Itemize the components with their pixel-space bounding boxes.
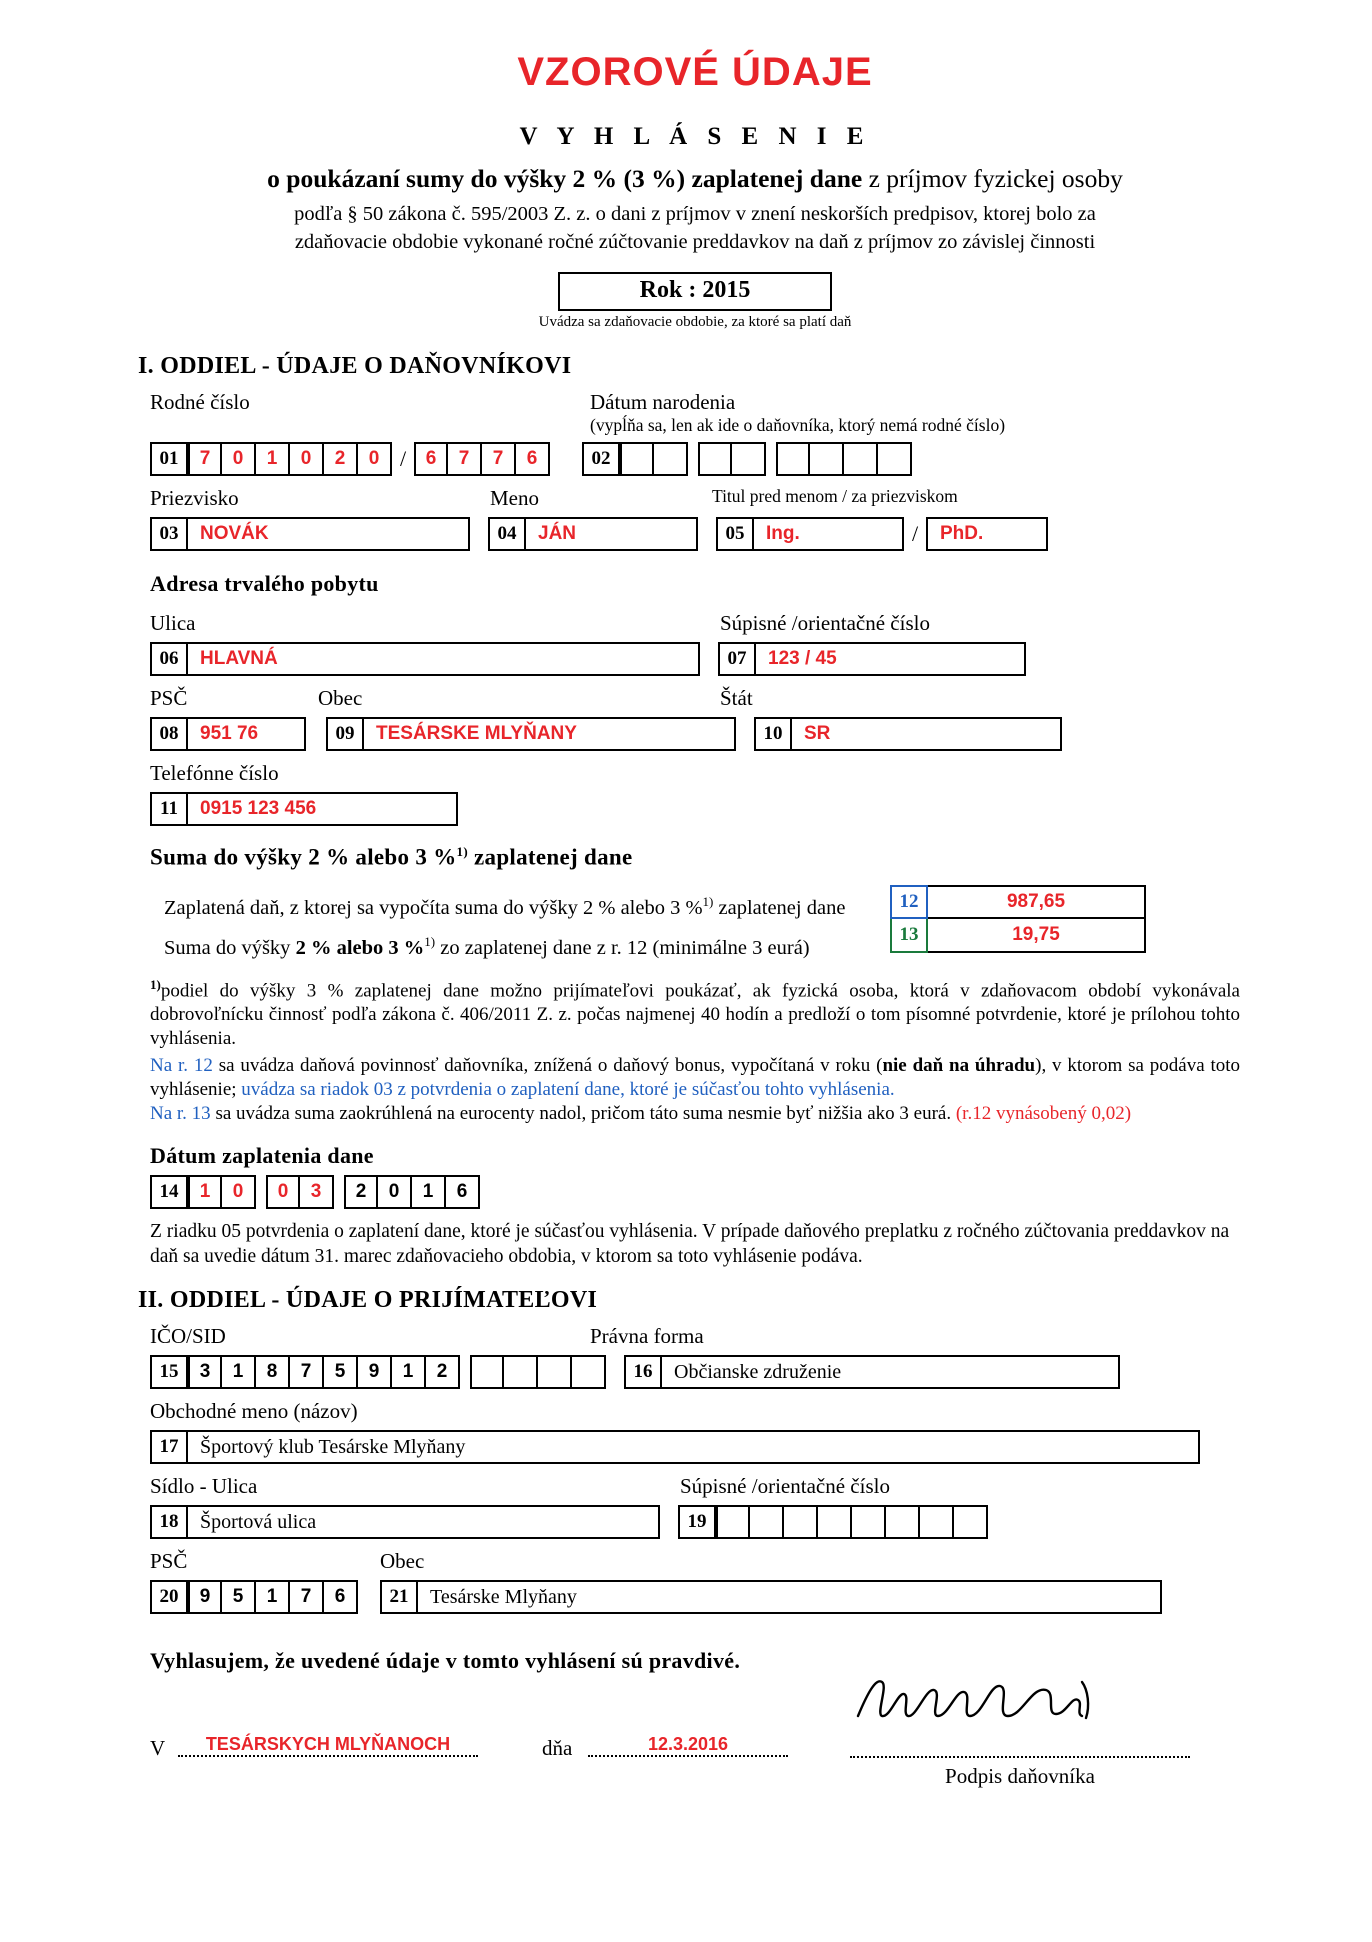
datum-zaplatenia-title: Dátum zaplatenia dane <box>150 1142 374 1168</box>
field-number-02: 02 <box>582 442 620 476</box>
rodne-cislo-row-labels <box>150 390 1240 415</box>
suma-title-a: Suma do výšky <box>150 844 309 870</box>
sidlo-labels-row <box>150 1474 1240 1499</box>
datum-zaplatenia-month-digit[interactable]: 0 <box>266 1175 300 1209</box>
section-2-title: II. ODDIEL - ÚDAJE O PRIJÍMATEĽOVI <box>138 1287 598 1314</box>
sidlo-ulica-value[interactable]: Športová ulica <box>188 1505 660 1539</box>
psc2-row <box>150 1580 1240 1614</box>
line-13-bold: 2 % alebo 3 % <box>295 936 425 959</box>
supisne-2-field[interactable] <box>678 1505 988 1539</box>
field-number-01: 01 <box>150 442 188 476</box>
meno-field[interactable] <box>488 517 698 551</box>
datum-narodenia-label: Dátum narodenia <box>590 390 736 415</box>
telefon-value[interactable]: 0915 123 456 <box>188 792 458 826</box>
datum-narodenia-digit[interactable] <box>698 442 732 476</box>
field-number-18: 18 <box>150 1505 188 1539</box>
rodne-cislo-digit[interactable]: 0 <box>222 442 256 476</box>
legal-line-1: podľa § 50 zákona č. 595/2003 Z. z. o dani z príjmov v znení neskorších predpisov, ktorej bolo za <box>294 202 1096 225</box>
titul-slash: / <box>911 521 919 547</box>
street-row <box>150 642 1240 676</box>
psc-2-digit[interactable]: 5 <box>222 1580 256 1614</box>
titul-za-priezviskom-value[interactable]: PhD. <box>926 517 1048 551</box>
form-subtitle-bold: o poukázaní sumy do výšky 2 % (3 %) zaplatenej dane <box>267 164 863 193</box>
field-number-19: 19 <box>678 1505 716 1539</box>
footnote-1 <box>150 977 1240 1052</box>
footnote-3 <box>150 1102 1240 1126</box>
priezvisko-value[interactable]: NOVÁK <box>188 517 470 551</box>
footnote-2-bold: nie daň na úhradu <box>882 1054 1036 1076</box>
signature-icon <box>850 1670 1110 1730</box>
footnote-1-text: podiel do výšky 3 % zaplatenej dane možno prijímateľovi poukázať, ak fyzická osoba, ktorá v zdaňovacom období vykonávala dobrovoľnícku činnosť podľa zákona č. 406/2011 Z. z. počas najmenej 40 hodín a predloží o tom písomné potvrdenie, ktoré je prílohou tohto vyhlásenia. <box>150 979 1240 1050</box>
ulica-value[interactable]: HLAVNÁ <box>188 642 700 676</box>
supisne-2-digit[interactable] <box>716 1505 750 1539</box>
obec-2-value[interactable]: Tesárske Mlyňany <box>418 1580 1162 1614</box>
datum-narodenia-digit[interactable] <box>810 442 844 476</box>
ico-label: IČO/SID <box>150 1324 226 1349</box>
rodne-cislo-digit[interactable]: 6 <box>414 442 448 476</box>
ico-field[interactable] <box>150 1355 606 1389</box>
ico-digit[interactable]: 1 <box>392 1355 426 1389</box>
field-number-08: 08 <box>150 717 188 751</box>
suma-rows <box>150 885 1240 965</box>
place-label: V <box>150 1736 166 1761</box>
line-12-text-b: zaplatenej dane <box>713 896 846 919</box>
obchodne-meno-value[interactable]: Športový klub Tesárske Mlyňany <box>188 1430 1200 1464</box>
signature-block <box>150 1684 1240 1794</box>
date-label: dňa <box>542 1736 573 1761</box>
rodne-cislo-digit[interactable]: 7 <box>188 442 222 476</box>
ico-row <box>150 1355 1240 1389</box>
line-12-text-a: Zaplatená daň, z ktorej sa vypočíta suma do výšky 2 % alebo 3 % <box>164 896 703 919</box>
rodne-cislo-field[interactable] <box>150 442 550 476</box>
stat-label: Štát <box>720 686 753 711</box>
rodne-cislo-digit[interactable]: 6 <box>516 442 550 476</box>
field-number-05: 05 <box>716 517 754 551</box>
line-13-text <box>164 925 890 965</box>
field-number-06: 06 <box>150 642 188 676</box>
ico-digit[interactable]: 9 <box>358 1355 392 1389</box>
field-number-11: 11 <box>150 792 188 826</box>
ico-digit[interactable] <box>504 1355 538 1389</box>
ico-labels-row <box>150 1324 1240 1349</box>
line-12-text <box>164 885 890 925</box>
ico-digit[interactable] <box>470 1355 504 1389</box>
rodne-cislo-digit[interactable]: 7 <box>482 442 516 476</box>
obec-value[interactable]: TESÁRSKE MLYŇANY <box>364 717 736 751</box>
stat-value[interactable]: SR <box>792 717 1062 751</box>
ulica-field[interactable] <box>150 642 700 676</box>
psc2-labels-row <box>150 1549 1240 1574</box>
supisne-2-digit[interactable] <box>886 1505 920 1539</box>
obec-2-field[interactable] <box>380 1580 1162 1614</box>
stat-field[interactable] <box>754 717 1062 751</box>
supisne-label: Súpisné /orientačné číslo <box>720 611 930 636</box>
date-value-wrap[interactable] <box>588 1734 788 1757</box>
suma-title-b: 2 % alebo 3 % <box>308 844 457 870</box>
datum-zaplatenia-year-digit[interactable]: 6 <box>446 1175 480 1209</box>
datum-narodenia-note-row <box>150 415 1240 436</box>
footnote-2-ref: Na r. 12 <box>150 1054 213 1076</box>
footnote-3-red: (r.12 vynásobený 0,02) <box>955 1103 1132 1125</box>
field-number-13: 13 <box>890 919 928 953</box>
field-number-14: 14 <box>150 1175 188 1209</box>
footnote-3-ref: Na r. 13 <box>150 1103 211 1125</box>
field-number-16: 16 <box>624 1355 662 1389</box>
footnote-3-text: sa uvádza suma zaokrúhlená na eurocenty nadol, pričom táto suma nesmie byť nižšia ako 3 eurá. <box>210 1103 956 1125</box>
ulica-label: Ulica <box>150 611 196 636</box>
suma-title <box>150 844 1240 871</box>
rodne-cislo-digit[interactable]: 1 <box>256 442 290 476</box>
datum-narodenia-digit[interactable] <box>878 442 912 476</box>
psc-2-label: PSČ <box>150 1549 188 1574</box>
rodne-cislo-slash: / <box>399 446 407 472</box>
footnote-marker: 1) <box>150 976 161 992</box>
psc-2-digit[interactable]: 9 <box>188 1580 222 1614</box>
psc-2-digit[interactable]: 6 <box>324 1580 358 1614</box>
telefon-label: Telefónne číslo <box>150 761 279 786</box>
sidlo-ulica-field[interactable] <box>150 1505 660 1539</box>
signature-line[interactable] <box>850 1734 1190 1758</box>
r13-value[interactable]: 19,75 <box>928 919 1146 953</box>
datum-zaplatenia-day-digit[interactable]: 1 <box>188 1175 222 1209</box>
sidlo-ulica-label: Sídlo - Ulica <box>150 1474 258 1499</box>
declaration-text: Vyhlasujem, že uvedené údaje v tomto vyhlásení sú pravdivé. <box>150 1648 741 1674</box>
obec-2-label: Obec <box>380 1549 425 1574</box>
psc-2-digit[interactable]: 7 <box>290 1580 324 1614</box>
supisne-2-digit[interactable] <box>750 1505 784 1539</box>
place-value-wrap[interactable] <box>178 1734 478 1757</box>
psc-row <box>150 717 1240 751</box>
suma-title-c: zaplatenej dane <box>467 844 633 870</box>
suma-values <box>890 885 1146 953</box>
pravna-forma-field[interactable] <box>624 1355 1120 1389</box>
psc-2-digit[interactable]: 1 <box>256 1580 290 1614</box>
date-value: 12.3.2016 <box>647 1734 729 1755</box>
pravna-forma-label: Právna forma <box>590 1324 704 1349</box>
legal-reference <box>150 201 1240 256</box>
sidlo-row <box>150 1505 1240 1539</box>
datum-zaplatenia-year-digit[interactable]: 2 <box>344 1175 378 1209</box>
line-13-sup: 1) <box>424 933 436 949</box>
obec-label: Obec <box>318 686 363 711</box>
psc-labels-row <box>150 686 1240 711</box>
priezvisko-field[interactable] <box>150 517 470 551</box>
footnote-2-text-a: sa uvádza daňová povinnosť daňovníka, znížená o daňový bonus, vypočítaná v roku ( <box>212 1054 883 1076</box>
watermark-sample-data: VZOROVÉ ÚDAJE <box>517 50 873 94</box>
tax-year-caption: Uvádza sa zdaňovacie obdobie, za ktoré sa platí daň <box>538 314 852 331</box>
name-labels-row <box>150 486 1240 511</box>
ico-digit[interactable]: 5 <box>324 1355 358 1389</box>
ico-digit[interactable]: 2 <box>426 1355 460 1389</box>
datum-narodenia-field[interactable] <box>582 442 912 476</box>
field-number-20: 20 <box>150 1580 188 1614</box>
field-number-09: 09 <box>326 717 364 751</box>
supisne-2-digit[interactable] <box>784 1505 818 1539</box>
datum-zaplatenia-year-digit[interactable]: 0 <box>378 1175 412 1209</box>
datum-narodenia-digit[interactable] <box>732 442 766 476</box>
telefon-field[interactable] <box>150 792 1240 826</box>
ico-digit[interactable] <box>538 1355 572 1389</box>
titul-field[interactable] <box>716 517 1048 551</box>
rodne-cislo-label: Rodné číslo <box>150 390 250 415</box>
footnote-2-text-b: ), v ktorom sa podáva toto vyhlásenie; <box>150 1054 1241 1101</box>
r13-field[interactable] <box>890 919 1146 953</box>
ico-digit[interactable]: 7 <box>290 1355 324 1389</box>
street-labels-row <box>150 611 1240 636</box>
datum-zaplatenia-field[interactable] <box>150 1175 1240 1209</box>
ico-digit[interactable] <box>572 1355 606 1389</box>
meno-value[interactable]: JÁN <box>526 517 698 551</box>
datum-zaplatenia-note: Z riadku 05 potvrdenia o zaplatení dane, ktoré je súčasťou vyhlásenia. V prípade daňového preplatku z ročného zúčtovania preddavkov na daň sa uvedie dátum 31. marec zdaňovacieho obdobia, v ktorom sa toto vyhlásenie podáva. <box>150 1220 1230 1268</box>
supisne-2-digit[interactable] <box>954 1505 988 1539</box>
ico-digit[interactable]: 3 <box>188 1355 222 1389</box>
footnote-2-blue-b: uvádza sa riadok 03 z potvrdenia o zaplatení dane, ktoré je súčasťou tohto vyhlásenia. <box>241 1079 895 1101</box>
suma-title-sup: 1) <box>456 844 468 860</box>
rodne-cislo-digit[interactable]: 0 <box>290 442 324 476</box>
r12-value[interactable]: 987,65 <box>928 885 1146 919</box>
datum-narodenia-digit[interactable] <box>620 442 654 476</box>
obec-field[interactable] <box>326 717 736 751</box>
supisne-2-digit[interactable] <box>920 1505 954 1539</box>
datum-narodenia-note: (vypĺňa sa, len ak ide o daňovníka, ktorý nemá rodné číslo) <box>590 415 1006 436</box>
footnotes <box>150 977 1240 1127</box>
field-number-21: 21 <box>380 1580 418 1614</box>
form-subtitle <box>150 163 1240 195</box>
rodne-cislo-digit[interactable]: 7 <box>448 442 482 476</box>
meno-label: Meno <box>490 486 539 511</box>
titul-label: Titul pred menom / za priezviskom <box>712 486 958 507</box>
field-number-12: 12 <box>890 885 928 919</box>
footnote-2 <box>150 1054 1240 1103</box>
supisne-2-label: Súpisné /orientačné číslo <box>680 1474 890 1499</box>
field-number-07: 07 <box>718 642 756 676</box>
priezvisko-label: Priezvisko <box>150 486 239 511</box>
ico-digit[interactable]: 1 <box>222 1355 256 1389</box>
obchodne-meno-label: Obchodné meno (názov) <box>150 1399 358 1424</box>
psc-value[interactable]: 951 76 <box>188 717 306 751</box>
psc-field[interactable] <box>150 717 306 751</box>
rodne-cislo-digit[interactable]: 0 <box>358 442 392 476</box>
form-subtitle-rest: z príjmov fyzickej osoby <box>862 164 1123 193</box>
r12-field[interactable] <box>890 885 1146 919</box>
signature-caption: Podpis daňovníka <box>945 1764 1095 1789</box>
supisne-value[interactable]: 123 / 45 <box>756 642 1026 676</box>
ico-digit[interactable]: 8 <box>256 1355 290 1389</box>
supisne-field[interactable] <box>718 642 1026 676</box>
field-number-15: 15 <box>150 1355 188 1389</box>
psc-label: PSČ <box>150 686 188 711</box>
field-number-03: 03 <box>150 517 188 551</box>
pravna-forma-value[interactable]: Občianske združenie <box>662 1355 1120 1389</box>
field-number-10: 10 <box>754 717 792 751</box>
supisne-2-digit[interactable] <box>818 1505 852 1539</box>
place-value: TESÁRSKYCH MLYŇANOCH <box>205 1734 451 1755</box>
line-13-text-b: zo zaplatenej dane z r. 12 (minimálne 3 eurá) <box>435 936 810 959</box>
datum-narodenia-digit[interactable] <box>654 442 688 476</box>
datum-zaplatenia-year-digit[interactable]: 1 <box>412 1175 446 1209</box>
datum-zaplatenia-month-digit[interactable]: 3 <box>300 1175 334 1209</box>
form-title: V Y H L Á S E N I E <box>519 123 871 150</box>
address-title: Adresa trvalého pobytu <box>150 571 379 597</box>
line-13-text-a: Suma do výšky <box>164 936 296 959</box>
supisne-2-digit[interactable] <box>852 1505 886 1539</box>
obchodne-meno-field[interactable] <box>150 1430 1240 1464</box>
section-1-title: I. ODDIEL - ÚDAJE O DAŇOVNÍKOVI <box>138 353 572 380</box>
datum-narodenia-digit[interactable] <box>776 442 810 476</box>
datum-zaplatenia-day-digit[interactable]: 0 <box>222 1175 256 1209</box>
datum-narodenia-digit[interactable] <box>844 442 878 476</box>
tax-year-box: Rok : 2015 <box>558 272 832 311</box>
name-row <box>150 517 1240 551</box>
field-number-04: 04 <box>488 517 526 551</box>
psc-2-field[interactable] <box>150 1580 358 1614</box>
line-12-sup: 1) <box>702 893 714 909</box>
rodne-cislo-digit[interactable]: 2 <box>324 442 358 476</box>
field-number-17: 17 <box>150 1430 188 1464</box>
legal-line-2: zdaňovacie obdobie vykonané ročné zúčtovanie preddavkov na daň z príjmov zo závislej činnosti <box>294 230 1096 253</box>
rodne-cislo-row <box>150 442 1240 476</box>
titul-pred-menom-value[interactable]: Ing. <box>754 517 904 551</box>
